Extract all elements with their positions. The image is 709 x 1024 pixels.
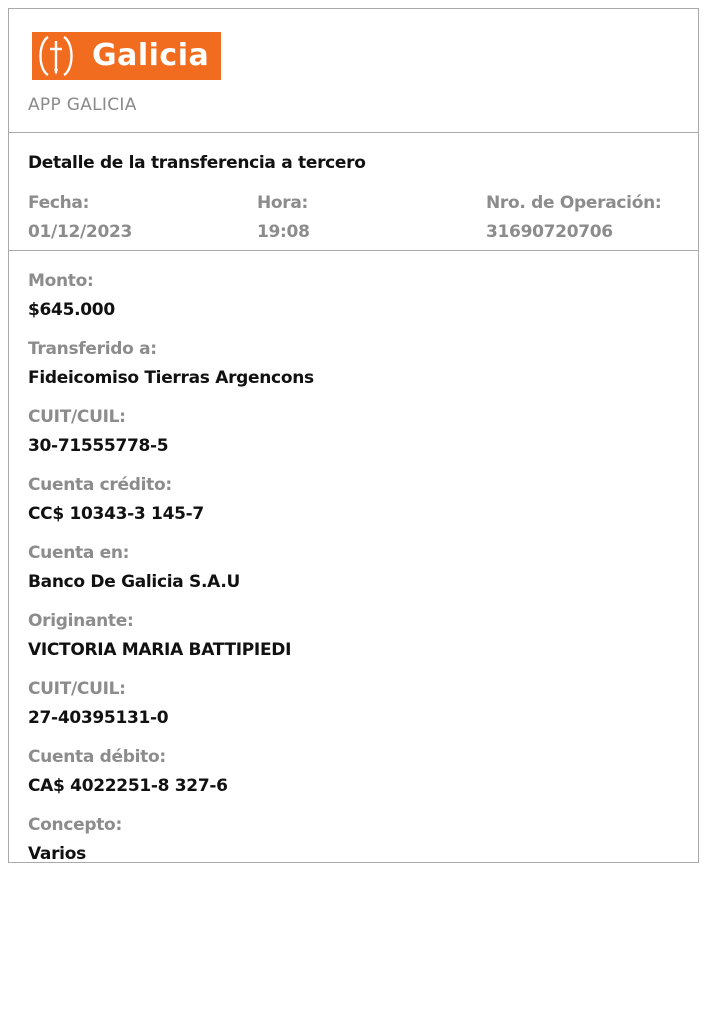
galicia-logo (32, 32, 221, 80)
field-value: VICTORIA MARIA BATTIPIEDI (28, 640, 292, 660)
fecha-value: 01/12/2023 (28, 222, 133, 242)
field-value: Banco De Galicia S.A.U (28, 572, 240, 592)
transfer-details (28, 271, 314, 883)
field-value: Varios (28, 844, 86, 864)
fecha-block (28, 193, 132, 242)
field-label: CUIT/CUIL: (28, 679, 126, 699)
detail-cuit-originante (28, 679, 314, 747)
detail-originante (28, 611, 314, 679)
receipt-header (9, 9, 698, 133)
detail-monto (28, 271, 314, 339)
field-label: CUIT/CUIL: (28, 407, 126, 427)
field-value: CA$ 4022251-8 327-6 (28, 776, 228, 796)
hora-block (257, 193, 310, 242)
field-value: 27-40395131-0 (28, 708, 169, 728)
detail-transferido-a (28, 339, 314, 407)
field-label: Originante: (28, 611, 134, 631)
field-label: Concepto: (28, 815, 122, 835)
field-label: Cuenta crédito: (28, 475, 172, 495)
hora-value: 19:08 (257, 222, 310, 242)
field-label: Cuenta en: (28, 543, 130, 563)
transfer-receipt (8, 8, 699, 863)
field-label: Transferido a: (28, 339, 157, 359)
logo-wordmark: Galicia (92, 38, 210, 73)
detail-cuenta-debito (28, 747, 314, 815)
app-name: APP GALICIA (28, 95, 137, 115)
detail-concepto (28, 815, 314, 883)
fecha-label: Fecha: (28, 193, 90, 213)
field-label: Monto: (28, 271, 94, 291)
hora-label: Hora: (257, 193, 309, 213)
field-label: Cuenta débito: (28, 747, 166, 767)
operacion-label: Nro. de Operación: (486, 193, 662, 213)
field-value: CC$ 10343-3 145-7 (28, 504, 204, 524)
detail-cuenta-en (28, 543, 314, 611)
detail-cuit-destino (28, 407, 314, 475)
operacion-value: 31690720706 (486, 222, 613, 242)
page-title: Detalle de la transferencia a tercero (28, 153, 366, 173)
galicia-emblem-icon (32, 32, 80, 80)
field-value: Fideicomiso Tierras Argencons (28, 368, 314, 388)
operacion-block (486, 193, 661, 242)
field-value: $645.000 (28, 300, 115, 320)
transfer-summary (9, 132, 698, 251)
field-value: 30-71555778-5 (28, 436, 169, 456)
detail-cuenta-credito (28, 475, 314, 543)
